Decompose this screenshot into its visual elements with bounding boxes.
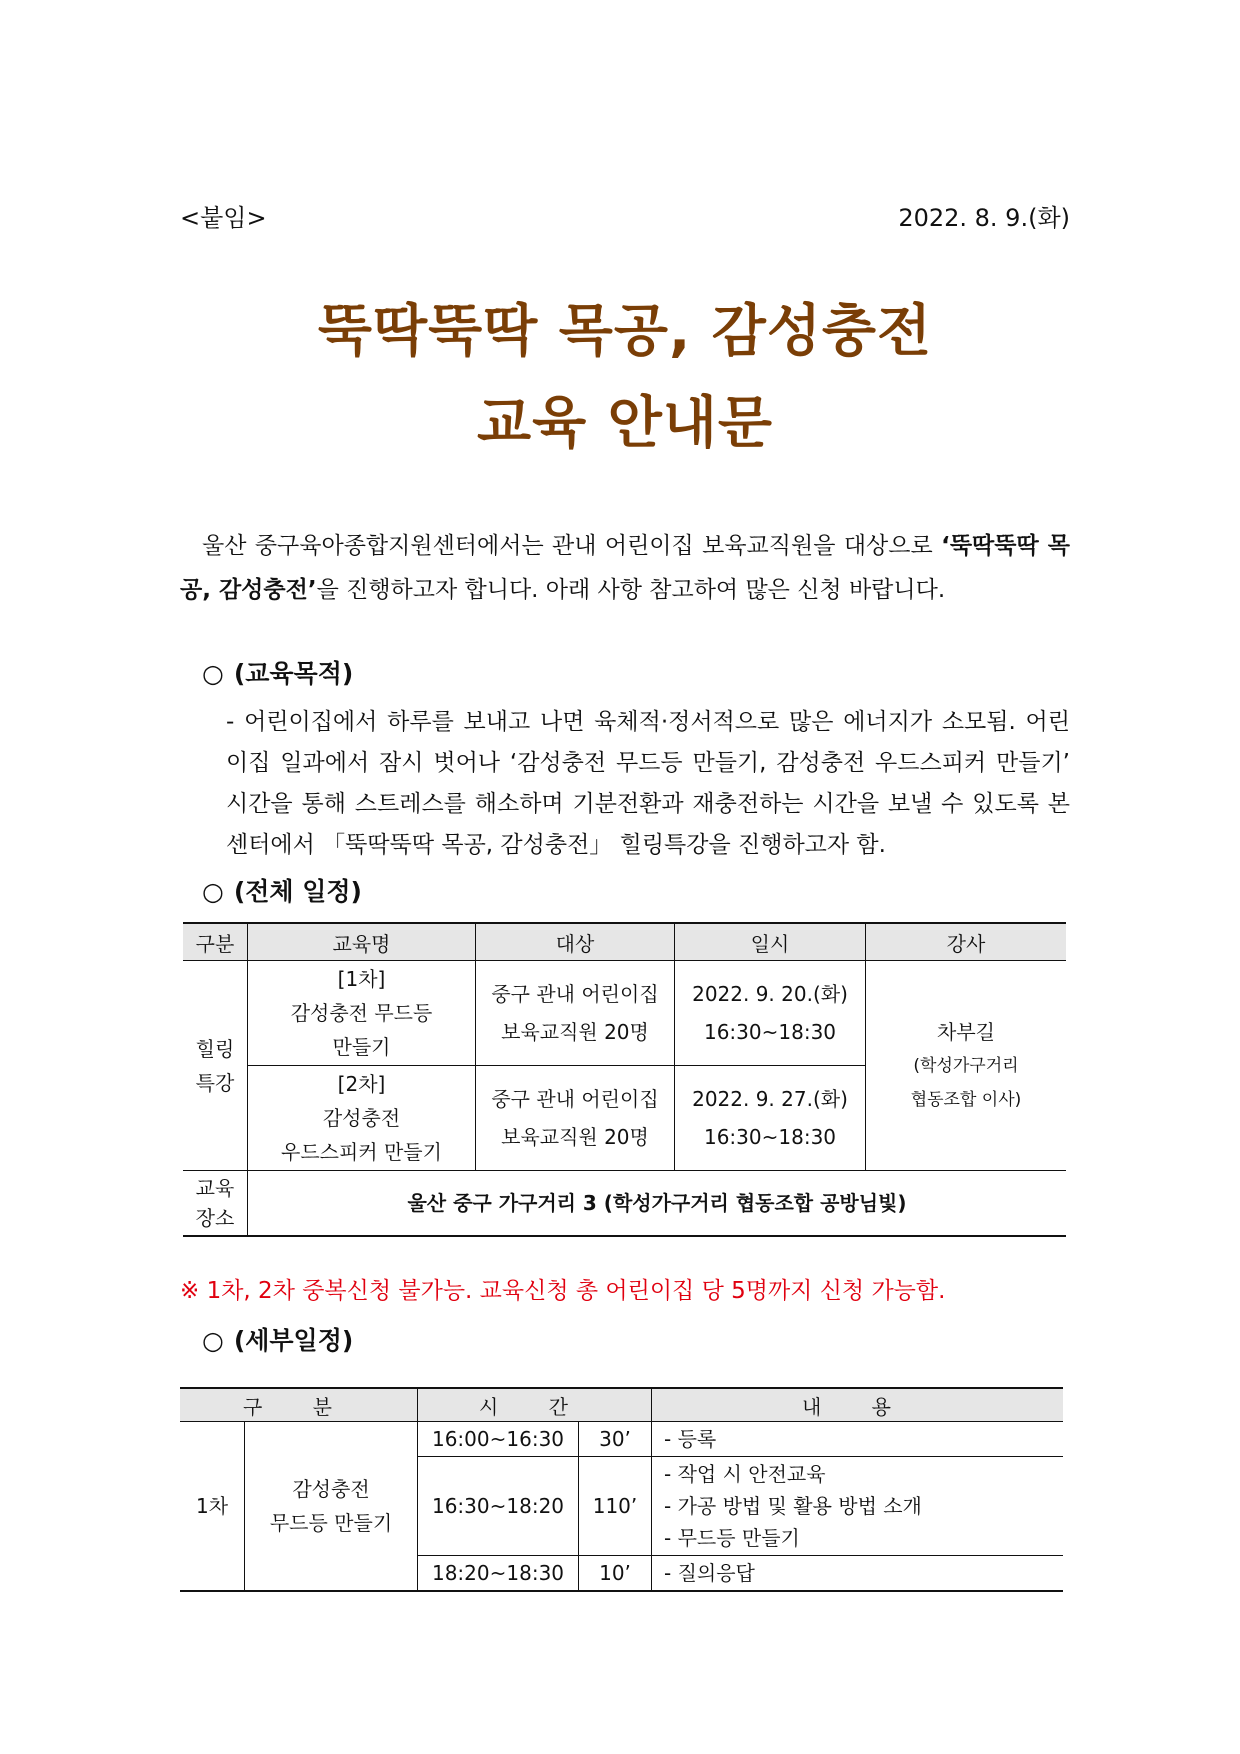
- circle-bullet-icon: ○: [202, 877, 224, 906]
- content-item: - 작업 시 안전교육: [664, 1462, 826, 1486]
- content-cell: [652, 1422, 1064, 1457]
- round-cell: 1차: [180, 1422, 245, 1592]
- section-purpose-heading: [202, 652, 1070, 696]
- program-cell: 감성충전 무드등 만들기: [245, 1422, 418, 1592]
- instructor-cell: [866, 961, 1067, 1171]
- course-name-cell: [1차] 감성충전 무드등 만들기: [248, 961, 476, 1066]
- minutes-cell: 30’: [579, 1422, 652, 1457]
- intro-text-before: 울산 중구육아종합지원센터에서는 관내 어린이집 보육교직원을 대상으로: [202, 533, 942, 559]
- document-page: [180, 200, 1070, 1592]
- time-cell: 18:20~18:30: [418, 1556, 579, 1592]
- attachment-label: <붙임>: [180, 204, 267, 232]
- location-cell: 울산 중구 가구거리 3 (학성가구거리 협동조합 공방님빛): [248, 1171, 1067, 1237]
- section-schedule-heading: [202, 870, 1070, 914]
- target-cell: 중구 관내 어린이집 보육교직원 20명: [476, 1066, 675, 1171]
- course-name-cell: [2차] 감성충전 우드스피커 만들기: [248, 1066, 476, 1171]
- instructor-title: (학성가구거리 협동조합 이사): [910, 1055, 1022, 1110]
- circle-bullet-icon: ○: [202, 1326, 224, 1355]
- category-cell: 힐링 특강: [183, 961, 248, 1171]
- minutes-cell: 110’: [579, 1457, 652, 1556]
- header-cell: 대상: [476, 923, 675, 961]
- section-detail-heading: [202, 1319, 1070, 1363]
- detail-table-header: [180, 1388, 1063, 1422]
- content-item: - 질의응답: [664, 1561, 755, 1585]
- schedule-table: [183, 922, 1066, 1237]
- title-line-2: 교육 안내문: [477, 391, 773, 456]
- table-row: [183, 1171, 1066, 1237]
- title-line-1: 뚝딱뚝딱 목공, 감성충전: [317, 299, 933, 364]
- intro-paragraph: [180, 524, 1070, 612]
- schedule-table-header: [183, 923, 1066, 961]
- datetime-cell: 2022. 9. 27.(화) 16:30~18:30: [675, 1066, 866, 1171]
- purpose-heading-text: (교육목적): [233, 659, 354, 688]
- header-cell: 내 용: [652, 1388, 1064, 1422]
- header-cell: 강사: [866, 923, 1067, 961]
- header-cell: 일시: [675, 923, 866, 961]
- header-cell: 구 분: [180, 1388, 418, 1422]
- header-cell: 시 간: [418, 1388, 652, 1422]
- content-item: - 무드등 만들기: [664, 1526, 800, 1550]
- content-item: - 등록: [664, 1427, 717, 1451]
- datetime-cell: 2022. 9. 20.(화) 16:30~18:30: [675, 961, 866, 1066]
- header-cell: 구분: [183, 923, 248, 961]
- notice-text: ※ 1차, 2차 중복신청 불가능. 교육신청 총 어린이집 당 5명까지 신청 가능함.: [180, 1278, 946, 1304]
- schedule-heading-text: (전체 일정): [233, 877, 362, 906]
- detail-heading-text: (세부일정): [233, 1326, 354, 1355]
- document-title: [180, 286, 1070, 470]
- target-cell: 중구 관내 어린이집 보육교직원 20명: [476, 961, 675, 1066]
- header-cell: 교육명: [248, 923, 476, 961]
- circle-bullet-icon: ○: [202, 659, 224, 688]
- table-row: [180, 1422, 1063, 1457]
- content-cell: [652, 1556, 1064, 1592]
- location-label-cell: 교육 장소: [183, 1171, 248, 1237]
- document-header: [180, 200, 1070, 236]
- table-row: [183, 961, 1066, 1066]
- minutes-cell: 10’: [579, 1556, 652, 1592]
- intro-text-after: 을 진행하고자 합니다. 아래 사항 참고하여 많은 신청 바랍니다.: [316, 577, 946, 603]
- purpose-text: - 어린이집에서 하루를 보내고 나면 육체적·정서적으로 많은 에너지가 소모됨. 어린이집 일과에서 잠시 벗어나 ‘감성충전 무드등 만들기, 감성충전 우드스피커 만들기’ 시간을 통해 스트레스를 해소하며 기분전환과 재충전하는 시간을 보낼 수 있도록 본 센터에서 「뚝딱뚝딱 목공, 감성충전」 힐링특강을 진행하고자 함.: [226, 709, 1070, 858]
- time-cell: 16:30~18:20: [418, 1457, 579, 1556]
- content-cell: [652, 1457, 1064, 1556]
- content-item: - 가공 방법 및 활용 방법 소개: [664, 1494, 922, 1518]
- document-date: 2022. 8. 9.(화): [898, 204, 1070, 232]
- detail-table: [180, 1387, 1063, 1592]
- instructor-name: 차부길: [937, 1019, 995, 1044]
- intro-program-name: ‘뚝딱뚝딱 목공, 감성충전’: [180, 533, 1071, 603]
- time-cell: 16:00~16:30: [418, 1422, 579, 1457]
